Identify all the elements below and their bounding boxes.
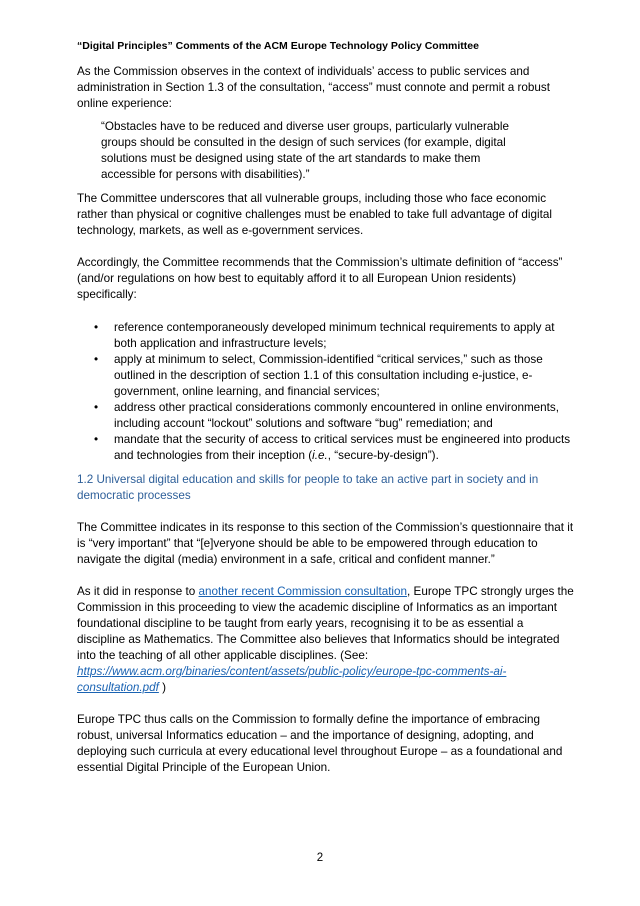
list-item-text: apply at minimum to select, Commission-identified “critical services,” such as those outlined in the description of section 1.1 of this consultation including e-justice, e-government, online learning, and financial services; xyxy=(114,353,543,398)
document-body xyxy=(77,64,574,776)
list-item-text: address other practical considerations commonly encountered in online environments, including account “lockout” solutions and software “bug” remediation; and xyxy=(114,401,560,430)
text-segment: As it did in response to xyxy=(77,585,199,598)
page-number: 2 xyxy=(316,852,324,864)
recommendation-list xyxy=(77,320,574,464)
text-segment: , Europe TPC strongly urges the Commission in this proceeding to view the academic discipline of Informatics as an important foundational discipline to be taught from early years, recognising it to be as essential a discipline as Mathematics. The Committee also believes that Informatics should be integrated into the teaching of all other applicable disciplines. (See: xyxy=(77,585,574,662)
text-segment: ) xyxy=(158,681,167,694)
block-quote: “Obstacles have to be reduced and diverse user groups, particularly vulnerable groups should be consulted in the design of such services (for example, digital solutions must be designed using state of the art standards to make them accessible for persons with disabilities).” xyxy=(101,120,509,181)
running-header: “Digital Principles” Comments of the ACM Europe Technology Policy Committee xyxy=(77,40,479,52)
bullet-icon: • xyxy=(94,321,99,334)
list-item xyxy=(77,352,574,400)
section-heading: 1.2 Universal digital education and skills for people to take an active part in society and in democratic processes xyxy=(77,473,539,502)
paragraph-informatics xyxy=(77,584,574,696)
list-item-text-post: , “secure-by-design”). xyxy=(327,449,439,462)
paragraph-vulnerable-groups: The Committee underscores that all vulnerable groups, including those who face economic rather than physical or cognitive challenges must be enabled to take full advantage of digital technology, markets, as well as e-government services. xyxy=(77,192,552,237)
consultation-link[interactable]: another recent Commission consultation xyxy=(198,585,408,598)
paragraph-education-importance: The Committee indicates in its response to this section of the Commission’s questionnaire that it is “very important” that “[e]veryone should be able to be empowered through education to navigate the digital (media) environment in a safe, critical and confident manner.” xyxy=(77,521,574,566)
list-item-text-pre: mandate that the security of access to critical services must be engineered into products and technologies from their inception ( xyxy=(114,433,571,462)
paragraph-access-intro: As the Commission observes in the context of individuals’ access to public services and administration in Section 1.3 of the consultation, “access” must connote and permit a robust online experience: xyxy=(77,65,550,110)
list-item xyxy=(77,320,574,352)
bullet-icon: • xyxy=(94,433,99,446)
acm-url-link[interactable]: https://www.acm.org/binaries/content/assets/public-policy/europe-tpc-comments-ai-consultation.pdf xyxy=(77,665,507,694)
bullet-icon: • xyxy=(94,401,99,414)
list-item-text: reference contemporaneously developed minimum technical requirements to apply at both application and infrastructure levels; xyxy=(114,321,555,350)
bullet-icon: • xyxy=(94,353,99,366)
list-item xyxy=(77,432,574,464)
list-item xyxy=(77,400,574,432)
paragraph-digital-principle: Europe TPC thus calls on the Commission to formally define the importance of embracing robust, universal Informatics education – and the importance of designing, adopting, and deploying such curricula at every educational level throughout Europe – as a foundational and essential Digital Principle of the European Union. xyxy=(77,713,563,774)
list-item-text-italic: i.e. xyxy=(312,449,328,462)
paragraph-recommendation: Accordingly, the Committee recommends that the Commission’s ultimate definition of “access” (and/or regulations on how best to equitably afford it to all European Union residents) specifically: xyxy=(77,256,563,301)
